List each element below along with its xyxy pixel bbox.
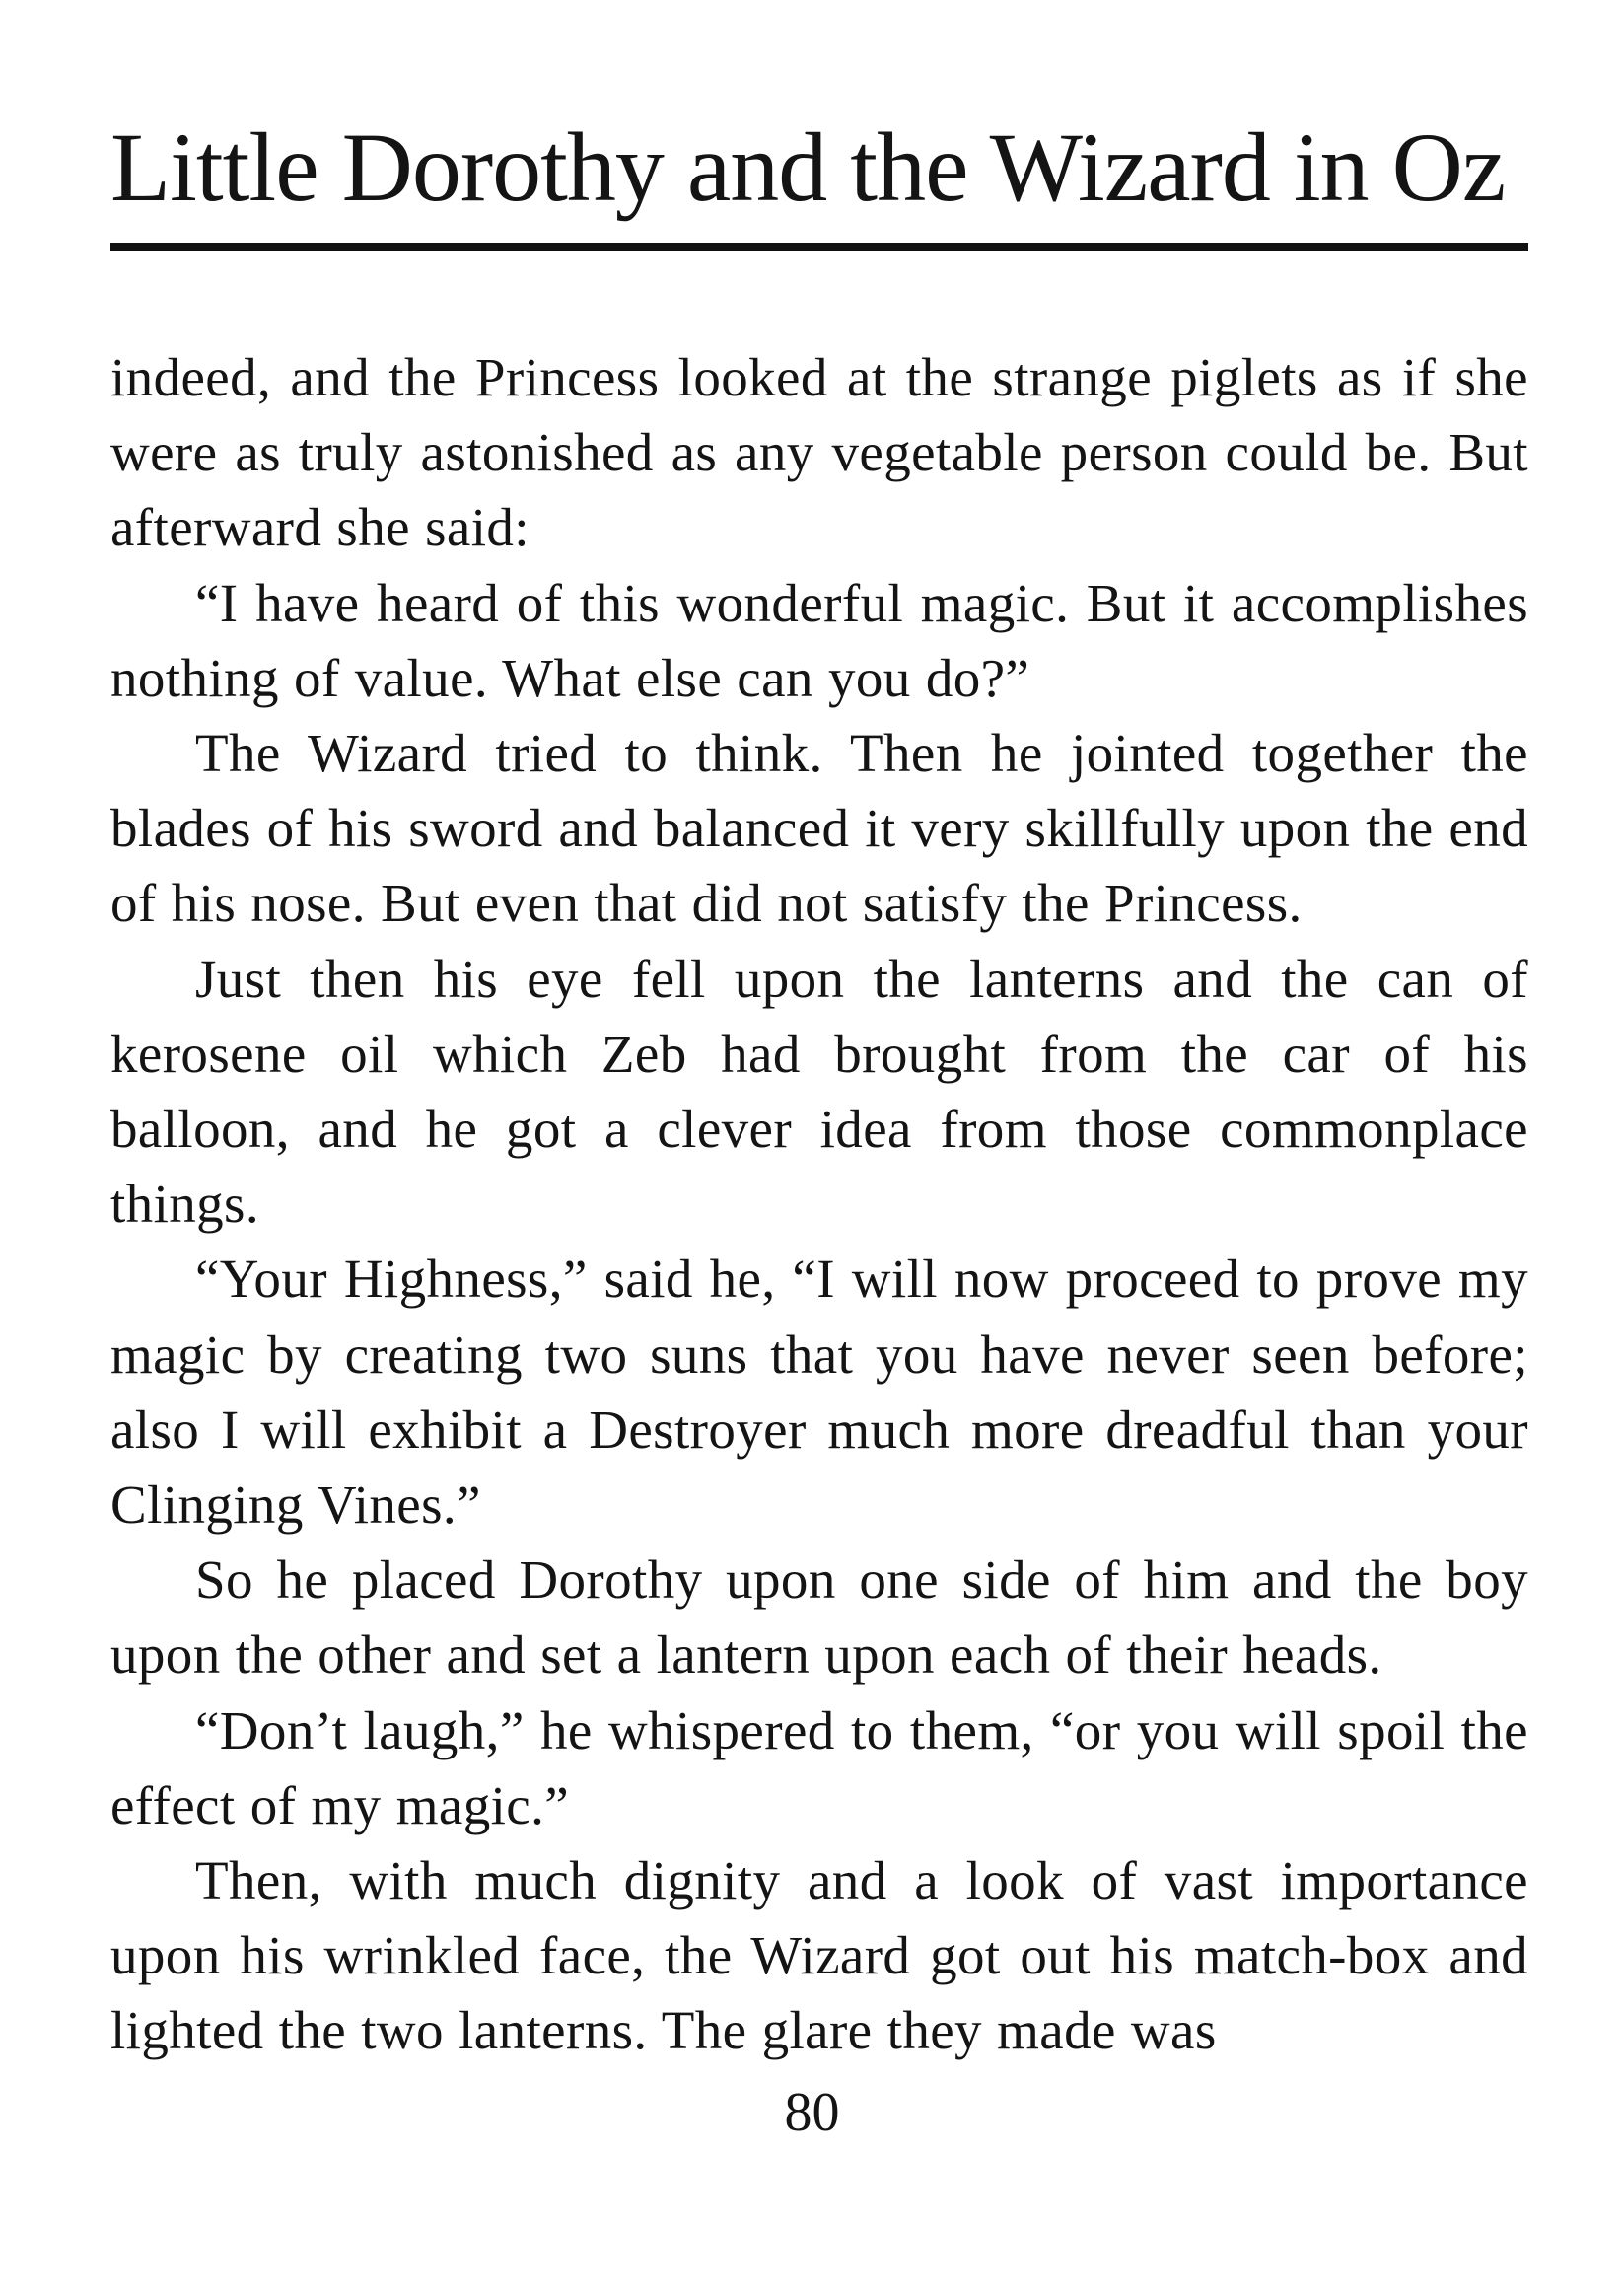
- page-number: 80: [784, 2082, 840, 2143]
- page-body: [110, 340, 1528, 2069]
- paragraph: Then, with much dignity and a look of vast importance upon his wrinkled face, the Wizard got out his match-box and lighted the two lanterns. The glare they made was: [110, 1850, 1528, 2061]
- paragraph: The Wizard tried to think. Then he jointed together the blades of his sword and balanced it very skillfully upon the end of his nose. But even that did not satisfy the Princess.: [110, 723, 1528, 934]
- paragraph: “Don’t laugh,” he whispered to them, “or you will spoil the effect of my magic.”: [110, 1699, 1528, 1835]
- paragraph: Just then his eye fell upon the lanterns and the can of kerosene oil which Zeb had brought from the car of his balloon, and he got a clever idea from those commonplace things.: [110, 948, 1528, 1235]
- paragraph: “Your Highness,” said he, “I will now proceed to prove my magic by creating two suns that you have never seen before; also I will exhibit a Destroyer much more dreadful than your Clinging Vines.”: [110, 1249, 1528, 1536]
- paragraph-continued: indeed, and the Princess looked at the strange piglets as if she were as truly astonished as any vegetable person could be. But afterward she said:: [110, 347, 1528, 558]
- header-rule: [110, 243, 1528, 251]
- running-title: Little Dorothy and the Wizard in Oz: [110, 112, 1506, 222]
- paragraph: So he placed Dorothy upon one side of him and the boy upon the other and set a lantern upon each of their heads.: [110, 1549, 1528, 1686]
- paragraph: “I have heard of this wonderful magic. But it accomplishes nothing of value. What else can you do?”: [110, 572, 1528, 708]
